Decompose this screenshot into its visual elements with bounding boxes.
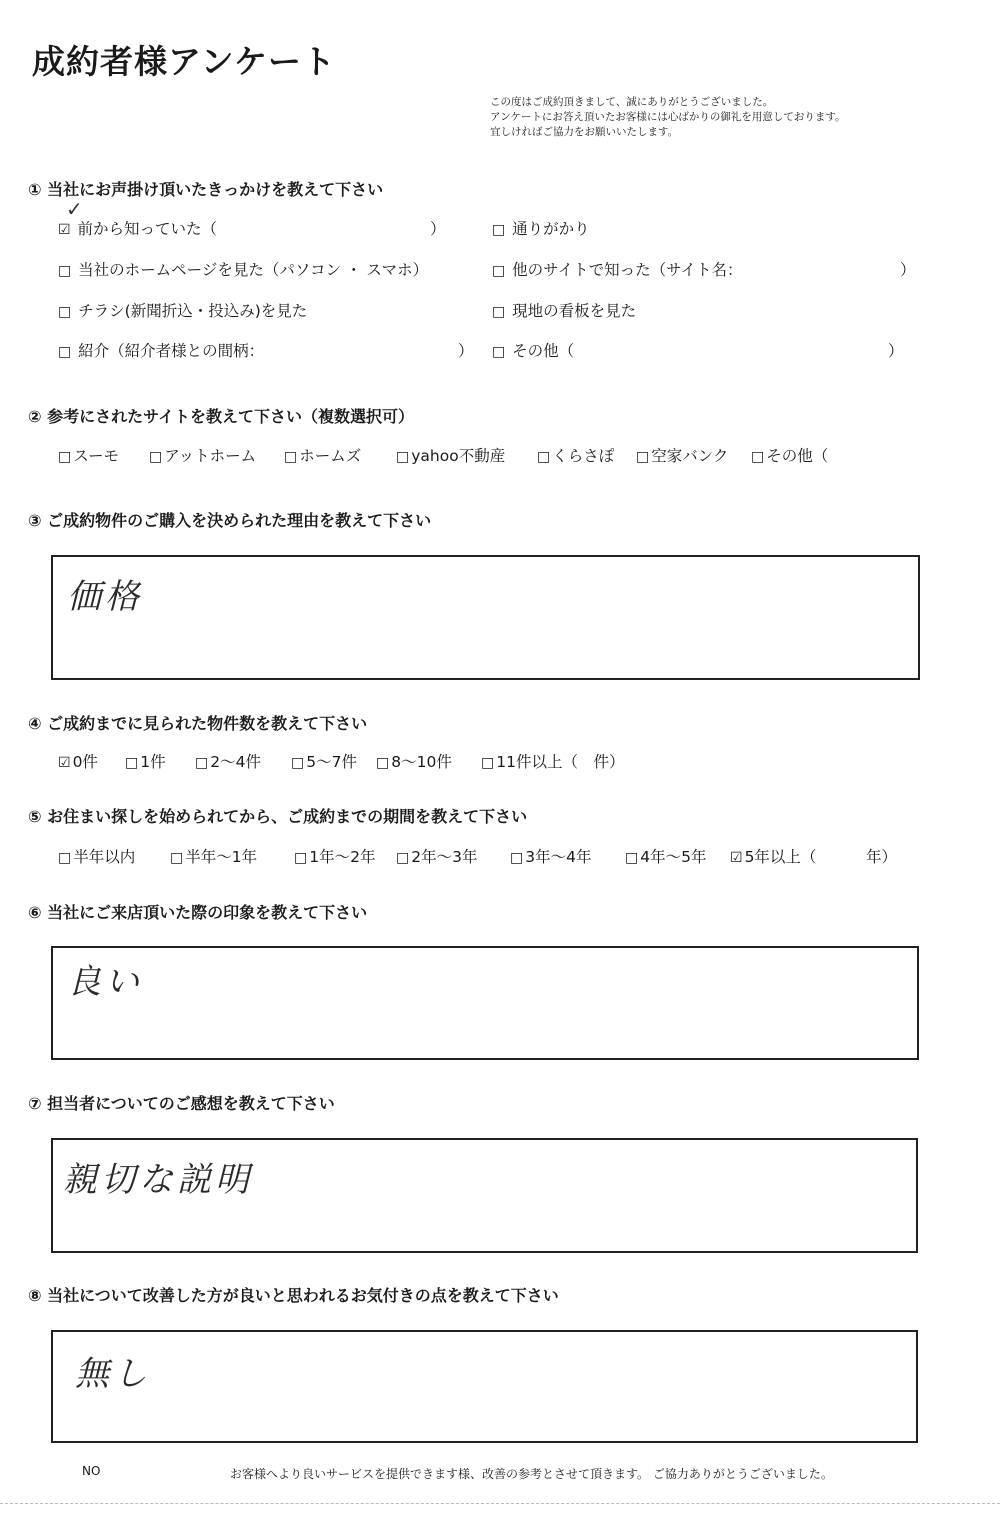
q2-option-homes[interactable] xyxy=(284,444,361,466)
checkbox-icon[interactable]: □ xyxy=(125,755,139,771)
q5-option-3-4[interactable] xyxy=(510,845,591,867)
checkbox-icon[interactable]: □ xyxy=(636,449,650,465)
q8-answer-box[interactable] xyxy=(51,1330,918,1443)
option-label: 半年以内 xyxy=(73,848,136,866)
q5-years-suffix: 年） xyxy=(866,848,898,866)
checkbox-icon[interactable]: □ xyxy=(170,850,184,866)
question-7-label: ⑦ 担当者についてのご感想を教えて下さい xyxy=(28,1094,335,1113)
q8-handwritten-answer: 無し xyxy=(75,1354,151,1394)
checkbox-icon[interactable]: □ xyxy=(291,755,305,771)
checkbox-checked-icon[interactable]: ☑ xyxy=(58,755,71,771)
q6-handwritten-answer: 良い xyxy=(67,962,143,1002)
option-label: 当社のホームページを見た（パソコン ・ スマホ） xyxy=(78,261,429,279)
checkbox-icon[interactable]: □ xyxy=(396,449,410,465)
option-label: yahoo不動産 xyxy=(411,447,506,465)
q7-handwritten-answer: 親切な説明 xyxy=(63,1160,253,1200)
q7-answer-box[interactable] xyxy=(51,1138,918,1253)
checkbox-icon[interactable]: □ xyxy=(58,344,72,360)
scan-edge-divider xyxy=(0,1503,1000,1504)
q1-option-other-site[interactable] xyxy=(492,258,743,280)
option-label: 1年～2年 xyxy=(309,848,376,866)
option-label: 1件 xyxy=(140,753,166,771)
q1-option-homepage[interactable] xyxy=(58,258,428,280)
checkbox-icon[interactable]: □ xyxy=(376,755,390,771)
close-paren: ） xyxy=(888,342,904,360)
close-paren: ） xyxy=(458,342,474,360)
q1-option-signboard[interactable] xyxy=(492,299,636,321)
q5-option-2-3[interactable] xyxy=(396,845,477,867)
q6-answer-box[interactable] xyxy=(51,946,919,1060)
option-label: 前から知っていた（ xyxy=(77,220,218,238)
option-label: ホームズ xyxy=(299,447,362,465)
q1-option-referral[interactable] xyxy=(58,339,264,361)
q4-option-8-10[interactable] xyxy=(376,750,452,772)
option-label: その他（ xyxy=(766,447,829,465)
option-label: くらさぽ xyxy=(552,447,615,465)
option-label: 2年～3年 xyxy=(411,848,478,866)
checkbox-icon[interactable]: □ xyxy=(396,850,410,866)
question-5-label: ⑤ お住まい探しを始められてから、ご成約までの期間を教えて下さい xyxy=(28,807,528,826)
q2-option-athome[interactable] xyxy=(149,444,256,466)
q2-option-kurasapo[interactable] xyxy=(537,444,614,466)
q5-option-4-5[interactable] xyxy=(625,845,706,867)
page-title: 成約者様アンケート xyxy=(32,42,337,81)
checkbox-icon[interactable]: □ xyxy=(751,449,765,465)
q3-answer-box[interactable] xyxy=(51,555,920,680)
intro-line: 宜しければご協力をお願いいたします。 xyxy=(490,126,679,138)
question-6-label: ⑥ 当社にご来店頂いた際の印象を教えて下さい xyxy=(28,903,368,922)
checkbox-icon[interactable]: □ xyxy=(58,304,72,320)
checkbox-icon[interactable]: □ xyxy=(492,222,506,238)
option-label: アットホーム xyxy=(164,447,257,465)
question-4-label: ④ ご成約までに見られた物件数を教えて下さい xyxy=(28,714,368,733)
option-label: 5～7件 xyxy=(306,753,357,771)
checkbox-icon[interactable]: □ xyxy=(492,344,506,360)
option-label: 5年以上（ xyxy=(744,848,817,866)
checkbox-icon[interactable]: □ xyxy=(481,755,495,771)
option-label: 0件 xyxy=(72,753,98,771)
checkbox-checked-icon[interactable]: ☑ xyxy=(730,850,743,866)
checkbox-icon[interactable]: □ xyxy=(625,850,639,866)
option-label: その他（ xyxy=(512,342,575,360)
option-label: 現地の看板を見た xyxy=(512,302,637,320)
q4-option-1[interactable] xyxy=(125,750,166,772)
close-paren: ） xyxy=(430,220,446,238)
checkbox-icon[interactable]: □ xyxy=(58,263,72,279)
option-label: 3年～4年 xyxy=(525,848,592,866)
q1-option-flyer[interactable] xyxy=(58,299,307,321)
question-8-label: ⑧ 当社について改善した方が良いと思われるお気付きの点を教えて下さい xyxy=(28,1286,559,1305)
q2-option-other[interactable] xyxy=(751,444,828,466)
option-label: 半年～1年 xyxy=(185,848,258,866)
checkbox-icon[interactable]: □ xyxy=(149,449,163,465)
q5-option-1-2[interactable] xyxy=(294,845,375,867)
option-label: 11件以上（ 件） xyxy=(496,753,625,771)
q3-handwritten-answer: 価格 xyxy=(67,577,143,617)
handwritten-check-icon: ✓ xyxy=(66,197,83,221)
q4-option-0[interactable] xyxy=(58,750,98,772)
q4-option-5-7[interactable] xyxy=(291,750,357,772)
q2-option-suumo[interactable] xyxy=(58,444,119,466)
option-label: 通りがかり xyxy=(512,220,590,238)
question-3-label: ③ ご成約物件のご購入を決められた理由を教えて下さい xyxy=(28,511,432,530)
q5-option-half-to-1[interactable] xyxy=(170,845,257,867)
question-2-label: ② 参考にされたサイトを教えて下さい（複数選択可） xyxy=(28,407,414,426)
checkbox-icon[interactable]: □ xyxy=(492,263,506,279)
checkbox-icon[interactable]: □ xyxy=(58,850,72,866)
checkbox-icon[interactable]: □ xyxy=(195,755,209,771)
checkbox-checked-icon[interactable]: ☑ xyxy=(58,222,71,238)
checkbox-icon[interactable]: □ xyxy=(294,850,308,866)
checkbox-icon[interactable]: □ xyxy=(510,850,524,866)
intro-text xyxy=(490,95,846,140)
checkbox-icon[interactable]: □ xyxy=(537,449,551,465)
checkbox-icon[interactable]: □ xyxy=(284,449,298,465)
option-label: 2～4件 xyxy=(210,753,261,771)
checkbox-icon[interactable]: □ xyxy=(492,304,506,320)
option-label: 8～10件 xyxy=(391,753,452,771)
q2-option-yahoo[interactable] xyxy=(396,444,505,466)
footer-thanks: お客様へより良いサービスを提供できます様、改善の参考とさせて頂きます。 ご協力ありがとうございました。 xyxy=(230,1467,833,1481)
q1-option-passing-by[interactable] xyxy=(492,217,590,239)
option-label: スーモ xyxy=(73,447,119,465)
option-label: 紹介（紹介者様との間柄： xyxy=(78,342,265,360)
q1-option-other[interactable] xyxy=(492,339,574,361)
option-label: チラシ(新聞折込・投込み)を見た xyxy=(78,302,308,320)
q4-option-2-4[interactable] xyxy=(195,750,261,772)
q2-option-akiya-bank[interactable] xyxy=(636,444,728,466)
question-1-label: ① 当社にお声掛け頂いたきっかけを教えて下さい xyxy=(28,180,384,199)
intro-line: アンケートにお答え頂いたお客様には心ばかりの御礼を用意しております。 xyxy=(490,111,846,123)
q5-option-5-plus[interactable] xyxy=(730,845,816,867)
q4-option-11-plus[interactable] xyxy=(481,750,624,772)
checkbox-icon[interactable]: □ xyxy=(58,449,72,465)
option-label: 空家バンク xyxy=(651,447,729,465)
option-label: 4年～5年 xyxy=(640,848,707,866)
close-paren: ） xyxy=(900,261,916,279)
intro-line: この度はご成約頂きまして、誠にありがとうございました。 xyxy=(490,96,774,108)
option-label: 他のサイトで知った（サイト名： xyxy=(512,261,743,279)
q5-option-half-year[interactable] xyxy=(58,845,135,867)
footer-number-label: NO xyxy=(82,1464,101,1478)
